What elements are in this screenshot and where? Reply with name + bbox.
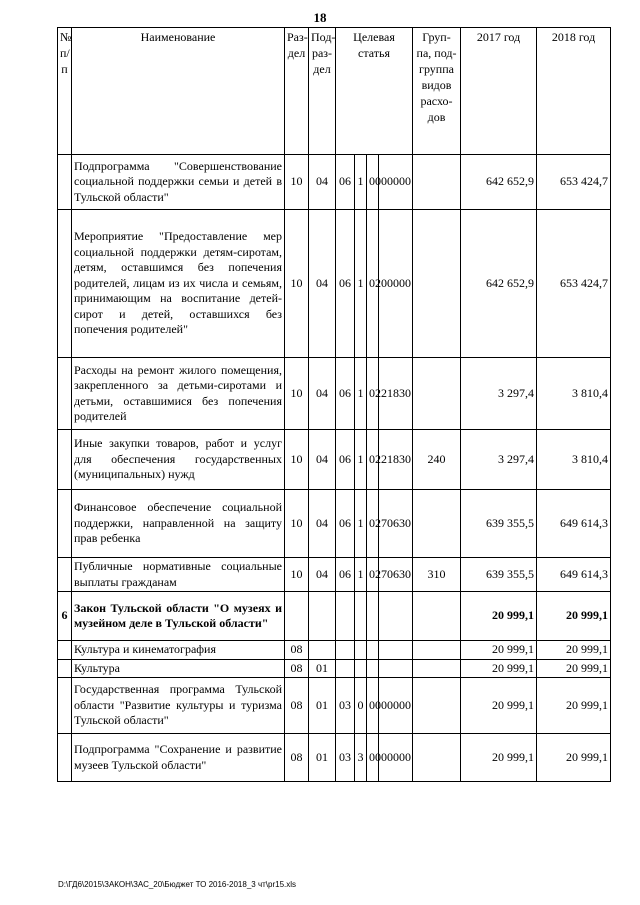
table-row bbox=[58, 430, 611, 490]
table-row bbox=[58, 678, 611, 734]
cell-target-program bbox=[336, 641, 355, 660]
cell-2017: 20 999,1 bbox=[461, 659, 537, 678]
table-row bbox=[58, 641, 611, 660]
cell-target-program: 06 bbox=[336, 358, 355, 430]
cell-2017: 20 999,1 bbox=[461, 678, 537, 734]
cell-target-subprogram: 1 bbox=[355, 358, 367, 430]
cell-target-subprogram: 1 bbox=[355, 490, 367, 558]
budget-table bbox=[57, 27, 611, 782]
cell-2017: 642 652,9 bbox=[461, 210, 537, 358]
header-target: Целевая статья bbox=[336, 28, 413, 155]
cell-target-direction: 00000 bbox=[379, 210, 413, 358]
cell-target-program: 03 bbox=[336, 734, 355, 782]
cell-section: 08 bbox=[285, 641, 309, 660]
cell-target-event: 02 bbox=[367, 210, 379, 358]
cell-name: Культура bbox=[72, 659, 285, 678]
cell-subsection: 04 bbox=[309, 155, 336, 210]
cell-section: 10 bbox=[285, 155, 309, 210]
cell-2017: 642 652,9 bbox=[461, 155, 537, 210]
cell-target-direction: 21830 bbox=[379, 358, 413, 430]
cell-name: Подпрограмма "Сохранение и развитие музеев Тульской области" bbox=[72, 734, 285, 782]
cell-2018: 20 999,1 bbox=[537, 592, 611, 641]
cell-target-subprogram: 0 bbox=[355, 678, 367, 734]
header-num: № п/п bbox=[58, 28, 72, 155]
cell-2017: 20 999,1 bbox=[461, 734, 537, 782]
cell-target-subprogram: 1 bbox=[355, 210, 367, 358]
cell-group bbox=[413, 210, 461, 358]
table-row bbox=[58, 592, 611, 641]
cell-2017: 3 297,4 bbox=[461, 430, 537, 490]
cell-target-subprogram: 1 bbox=[355, 155, 367, 210]
cell-section: 08 bbox=[285, 678, 309, 734]
cell-name: Финансовое обеспечение социальной поддержки, направленной на защиту прав ребенка bbox=[72, 490, 285, 558]
cell-num bbox=[58, 659, 72, 678]
cell-target-subprogram bbox=[355, 592, 367, 641]
cell-group bbox=[413, 659, 461, 678]
cell-name: Подпрограмма "Совершенствование социальной поддержки семьи и детей в Тульской области" bbox=[72, 155, 285, 210]
cell-2018: 20 999,1 bbox=[537, 678, 611, 734]
cell-2018: 649 614,3 bbox=[537, 558, 611, 592]
cell-2018: 20 999,1 bbox=[537, 734, 611, 782]
cell-2018: 3 810,4 bbox=[537, 358, 611, 430]
cell-subsection: 04 bbox=[309, 430, 336, 490]
table-header-row bbox=[58, 28, 611, 155]
cell-target-event: 02 bbox=[367, 430, 379, 490]
cell-section: 10 bbox=[285, 210, 309, 358]
cell-2017: 20 999,1 bbox=[461, 641, 537, 660]
cell-num bbox=[58, 734, 72, 782]
cell-2017: 20 999,1 bbox=[461, 592, 537, 641]
table-row bbox=[58, 734, 611, 782]
cell-2018: 20 999,1 bbox=[537, 641, 611, 660]
cell-subsection bbox=[309, 641, 336, 660]
cell-group: 310 bbox=[413, 558, 461, 592]
cell-target-program: 06 bbox=[336, 155, 355, 210]
cell-target-event bbox=[367, 659, 379, 678]
header-subsection: Под-раз-дел bbox=[309, 28, 336, 155]
cell-section bbox=[285, 592, 309, 641]
cell-target-direction bbox=[379, 659, 413, 678]
cell-target-subprogram bbox=[355, 659, 367, 678]
cell-target-subprogram: 1 bbox=[355, 430, 367, 490]
table-row bbox=[58, 558, 611, 592]
file-path-footer: D:\ГД6\2015\ЗАКОН\ЗАС_20\Бюджет ТО 2016-2018_3 чт\pr15.xls bbox=[58, 880, 297, 889]
cell-target-direction: 21830 bbox=[379, 430, 413, 490]
cell-target-program: 03 bbox=[336, 678, 355, 734]
cell-target-event: 00 bbox=[367, 734, 379, 782]
cell-target-direction bbox=[379, 592, 413, 641]
cell-target-subprogram: 1 bbox=[355, 558, 367, 592]
table-row bbox=[58, 659, 611, 678]
cell-group bbox=[413, 641, 461, 660]
cell-num: 6 bbox=[58, 592, 72, 641]
header-2018: 2018 год bbox=[537, 28, 611, 155]
cell-num bbox=[58, 641, 72, 660]
cell-target-event bbox=[367, 641, 379, 660]
cell-2018: 20 999,1 bbox=[537, 659, 611, 678]
cell-target-direction: 70630 bbox=[379, 558, 413, 592]
cell-target-direction: 00000 bbox=[379, 734, 413, 782]
cell-name: Закон Тульской области "О музеях и музейном деле в Тульской области" bbox=[72, 592, 285, 641]
cell-num bbox=[58, 430, 72, 490]
cell-section: 08 bbox=[285, 659, 309, 678]
cell-target-subprogram: 3 bbox=[355, 734, 367, 782]
cell-target-event: 00 bbox=[367, 155, 379, 210]
cell-target-direction: 00000 bbox=[379, 678, 413, 734]
cell-target-program bbox=[336, 592, 355, 641]
cell-2017: 639 355,5 bbox=[461, 558, 537, 592]
page-number: 18 bbox=[313, 10, 327, 25]
table-row bbox=[58, 155, 611, 210]
cell-name: Культура и кинематография bbox=[72, 641, 285, 660]
cell-section: 10 bbox=[285, 490, 309, 558]
cell-group bbox=[413, 592, 461, 641]
cell-subsection: 04 bbox=[309, 558, 336, 592]
cell-target-subprogram bbox=[355, 641, 367, 660]
cell-num bbox=[58, 358, 72, 430]
cell-2018: 3 810,4 bbox=[537, 430, 611, 490]
cell-target-program: 06 bbox=[336, 490, 355, 558]
cell-subsection: 04 bbox=[309, 358, 336, 430]
cell-name: Иные закупки товаров, работ и услуг для обеспечения государственных (муниципальных) нужд bbox=[72, 430, 285, 490]
cell-target-event bbox=[367, 592, 379, 641]
cell-subsection: 01 bbox=[309, 659, 336, 678]
cell-subsection: 04 bbox=[309, 490, 336, 558]
cell-group bbox=[413, 734, 461, 782]
cell-target-direction: 00000 bbox=[379, 155, 413, 210]
cell-2018: 649 614,3 bbox=[537, 490, 611, 558]
cell-section: 10 bbox=[285, 358, 309, 430]
cell-name: Расходы на ремонт жилого помещения, закрепленного за детьми-сиротами и детьми, оставшимися без попечения родителей bbox=[72, 358, 285, 430]
cell-subsection bbox=[309, 592, 336, 641]
cell-group bbox=[413, 490, 461, 558]
cell-name: Публичные нормативные социальные выплаты гражданам bbox=[72, 558, 285, 592]
cell-target-event: 02 bbox=[367, 490, 379, 558]
cell-section: 10 bbox=[285, 558, 309, 592]
cell-name: Государственная программа Тульской области "Развитие культуры и туризма Тульской области" bbox=[72, 678, 285, 734]
cell-target-event: 00 bbox=[367, 678, 379, 734]
cell-2017: 3 297,4 bbox=[461, 358, 537, 430]
cell-num bbox=[58, 558, 72, 592]
header-name: Наименование bbox=[72, 28, 285, 155]
cell-target-direction: 70630 bbox=[379, 490, 413, 558]
header-2017: 2017 год bbox=[461, 28, 537, 155]
cell-group bbox=[413, 678, 461, 734]
cell-num bbox=[58, 210, 72, 358]
cell-section: 08 bbox=[285, 734, 309, 782]
cell-group bbox=[413, 155, 461, 210]
cell-target-program: 06 bbox=[336, 430, 355, 490]
table-body bbox=[58, 155, 611, 782]
cell-target-event: 02 bbox=[367, 358, 379, 430]
cell-target-direction bbox=[379, 641, 413, 660]
cell-section: 10 bbox=[285, 430, 309, 490]
cell-2018: 653 424,7 bbox=[537, 155, 611, 210]
table-row bbox=[58, 358, 611, 430]
cell-num bbox=[58, 678, 72, 734]
header-group: Груп-па, под-группа видов расхо-дов bbox=[413, 28, 461, 155]
cell-2017: 639 355,5 bbox=[461, 490, 537, 558]
cell-target-program: 06 bbox=[336, 210, 355, 358]
cell-num bbox=[58, 490, 72, 558]
cell-name: Мероприятие "Предоставление мер социальной поддержки детям-сиротам, детям, оставшимся без попечения родителей, лицам из их числа и семьям, принимающим на воспитание детей-сирот и детей, оставшихся без попечения родителей" bbox=[72, 210, 285, 358]
cell-subsection: 01 bbox=[309, 734, 336, 782]
cell-subsection: 01 bbox=[309, 678, 336, 734]
header-section: Раз-дел bbox=[285, 28, 309, 155]
cell-group: 240 bbox=[413, 430, 461, 490]
cell-target-event: 02 bbox=[367, 558, 379, 592]
cell-group bbox=[413, 358, 461, 430]
cell-target-program bbox=[336, 659, 355, 678]
cell-target-program: 06 bbox=[336, 558, 355, 592]
table-row bbox=[58, 210, 611, 358]
cell-subsection: 04 bbox=[309, 210, 336, 358]
table-row bbox=[58, 490, 611, 558]
cell-num bbox=[58, 155, 72, 210]
cell-2018: 653 424,7 bbox=[537, 210, 611, 358]
